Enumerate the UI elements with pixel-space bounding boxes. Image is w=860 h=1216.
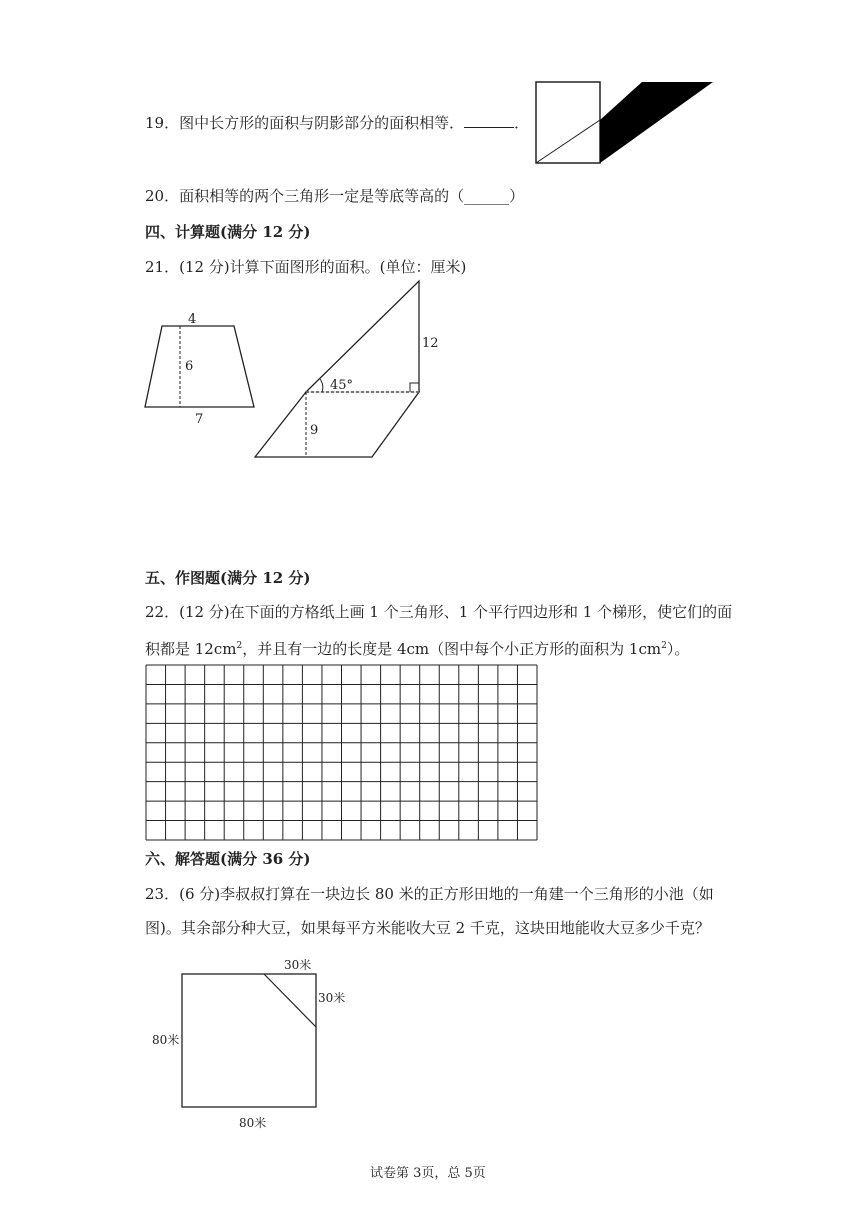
parallelogram [255,392,419,457]
question-22-line-1: 22．(12 分)在下面的方格纸上画 1 个三角形、1 个平行四边形和 1 个梯形，使它们的面 [145,603,733,621]
question-23-line-2: 图)。其余部分种大豆，如果每平方米能收大豆 2 千克，这块田地能收大豆多少千克？ [145,919,710,937]
shaded-parallelogram [600,82,713,163]
question-19-end: ． [514,114,530,132]
trapezoid-top-label: 4 [188,312,197,327]
pond-edge [264,974,316,1027]
bottom-length-label: 80米 [239,1116,267,1130]
q22-text-a: 积都是 12cm [145,640,237,658]
q22-superscript-2: 2 [661,641,667,651]
question-22-line-2 [145,636,689,659]
angle-arc [320,379,323,392]
right-triangle [306,281,419,392]
question-19 [145,113,529,133]
question-19-text: 19．图中长方形的面积与阴影部分的面积相等． [145,114,465,132]
parallelogram-height-label: 9 [310,423,319,438]
q19-figure [535,80,715,165]
q22-text-b: ，并且有一边的长度是 4cm（图中每个小正方形的面积为 1cm [242,640,662,658]
field-figure [148,955,358,1135]
rectangle [536,82,600,163]
section-4-title: 四、计算题(满分 12 分) [145,223,311,241]
top-length-label: 30米 [284,958,312,972]
angle-label: 45° [330,378,354,393]
page-footer: 试卷第 3页，总 5页 [370,1166,486,1181]
grid-paper[interactable] [145,664,538,841]
answer-blank[interactable] [464,113,514,128]
question-21: 21．(12 分)计算下面图形的面积。(单位：厘米) [145,258,467,276]
trapezoid-bottom-label: 7 [195,412,204,427]
section-6-title: 六、解答题(满分 36 分) [145,850,311,868]
q22-text-c: ）。 [666,640,690,658]
left-length-label: 80米 [152,1033,180,1047]
section-5-title: 五、作图题(满分 12 分) [145,569,311,587]
trapezoid-height-label: 6 [185,359,194,374]
right-length-label: 30米 [318,991,346,1005]
trapezoid [145,326,254,407]
square-field [182,974,316,1107]
right-angle-mark [410,383,419,392]
triangle-height-label: 12 [422,336,439,351]
question-23-line-1: 23．(6 分)李叔叔打算在一块边长 80 米的正方形田地的一角建一个三角形的小池（如 [145,885,714,903]
parallelogram-figure [250,278,450,463]
question-20: 20．面积相等的两个三角形一定是等底等高的（______） [145,187,525,205]
q22-superscript-1: 2 [236,641,243,651]
diagonal-line [536,120,600,163]
trapezoid-figure [140,308,265,428]
